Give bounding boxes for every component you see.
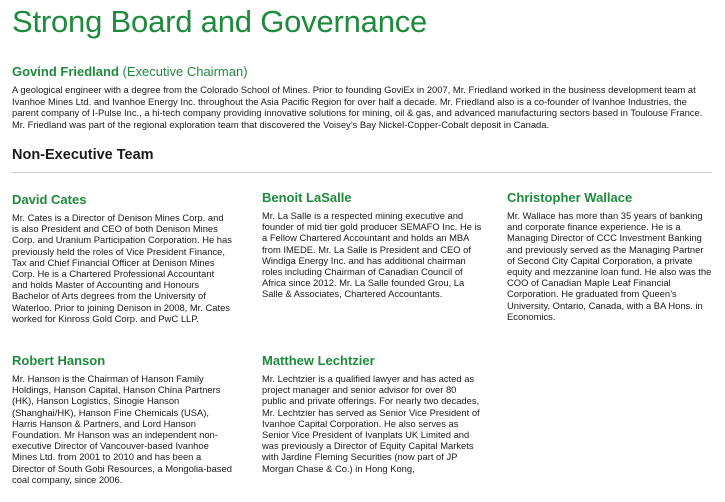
member-name: Benoit LaSalle	[262, 190, 352, 205]
member-card-christopher-wallace	[507, 190, 712, 322]
member-card-benoit-lasalle	[262, 190, 482, 300]
member-card-robert-hanson	[12, 353, 232, 485]
member-bio: Mr. Cates is a Director of Denison Mines Corp. and is also President and CEO of both Denison Mines Corp. and Uranium Participation Corporation. He has previously held the roles of Vice President Finance, Tax and Chief Financial Officer at Denison Mines Corp. He is a Chartered Professional Accountant and holds Master of Accounting and Honours Bachelor of Arts degrees from the University of Waterloo. Prior to joining Denison in 2008, Mr. Cates worked for Kinross Gold Corp. and PwC LLP.	[12, 212, 232, 324]
member-name: Robert Hanson	[12, 353, 106, 368]
member-bio: Mr. La Salle is a respected mining executive and founder of mid tier gold producer SEMAFO Inc. He is a Fellow Chartered Accountant and holds an MBA from IMEDE. Mr. La Salle is President and CEO of Windiga Energy Inc. and has additional chairman roles including Chairman of Canadian Council of Africa since 2012. Mr. La Salle founded Grou, La Salle & Associates, Chartered Accountants.	[262, 210, 482, 300]
member-name: Christopher Wallace	[507, 190, 633, 205]
member-card-matthew-lechtzier	[262, 353, 482, 474]
section-divider	[12, 172, 712, 173]
member-bio: Mr. Lechtzier is a qualified lawyer and has acted as project manager and senior advisor for over 80 public and private offerings. For nearly two decades, Mr. Lechtzier has served as Senior Vice President of Ivanhoe Capital Corporation. He also serves as Senior Vice President of Ivanplats UK Limited and was previously a Director of Equity Capital Markets with Jardine Fleming Securities (now part of JP Morgan Chase & Co.) in Hong Kong,	[262, 373, 480, 474]
member-bio: Mr. Wallace has more than 35 years of banking and corporate finance experience. He is a Managing Director of CCC Investment Banking and previously served as the Managing Partner of Second City Capital Corporation, a private equity and mezzanine loan fund. He also was the COO of Canadian Maple Leaf Financial Corporation. He graduated from Queen’s University, Ontario, Canada, with a BA Hons. in Economics.	[507, 210, 712, 322]
member-name: Matthew Lechtzier	[262, 353, 375, 368]
member-name: David Cates	[12, 192, 87, 207]
chairman-name: Govind Friedland	[12, 64, 119, 79]
member-card-david-cates	[12, 192, 232, 324]
chairman-heading	[12, 64, 248, 79]
chairman-role: (Executive Chairman)	[122, 64, 248, 79]
page-title: Strong Board and Governance	[12, 4, 428, 39]
section-title: Non-Executive Team	[12, 147, 154, 163]
member-bio: Mr. Hanson is the Chairman of Hanson Family Holdings, Hanson Capital, Hanson China Partners (HK), Hanson Logistics, Sinogie Hanson (Shanghai/HK), Hanson Fine Chemicals (USA), Harris Hanson & Partners, and Lord Hanson Foundation. Mr Hanson was an independent non-executive Director of Vancouver-based Ivanhoe Mines Ltd. from 2001 to 2010 and has been a Director of South Gobi Resources, a Mongolia-based coal company, since 2006.	[12, 373, 232, 485]
chairman-bio: A geological engineer with a degree from the Colorado School of Mines. Prior to founding GoviEx in 2007, Mr. Friedland worked in the business development team at Ivanhoe Mines Ltd. and Ivanhoe Energy Inc. throughout the Asia Pacific Region for over half a decade. Mr. Friedland also is a co-founder of Ivanhoe Industries, the parent company of I-Pulse Inc., a hi-tech company providing innovative solutions for mining, oil & gas, and advanced manufacturing sectors based in Toulouse France. Mr. Friedland was part of the regional exploration team that discovered the Voisey’s Bay Nickel-Copper-Cobalt deposit in Canada.	[12, 84, 703, 130]
